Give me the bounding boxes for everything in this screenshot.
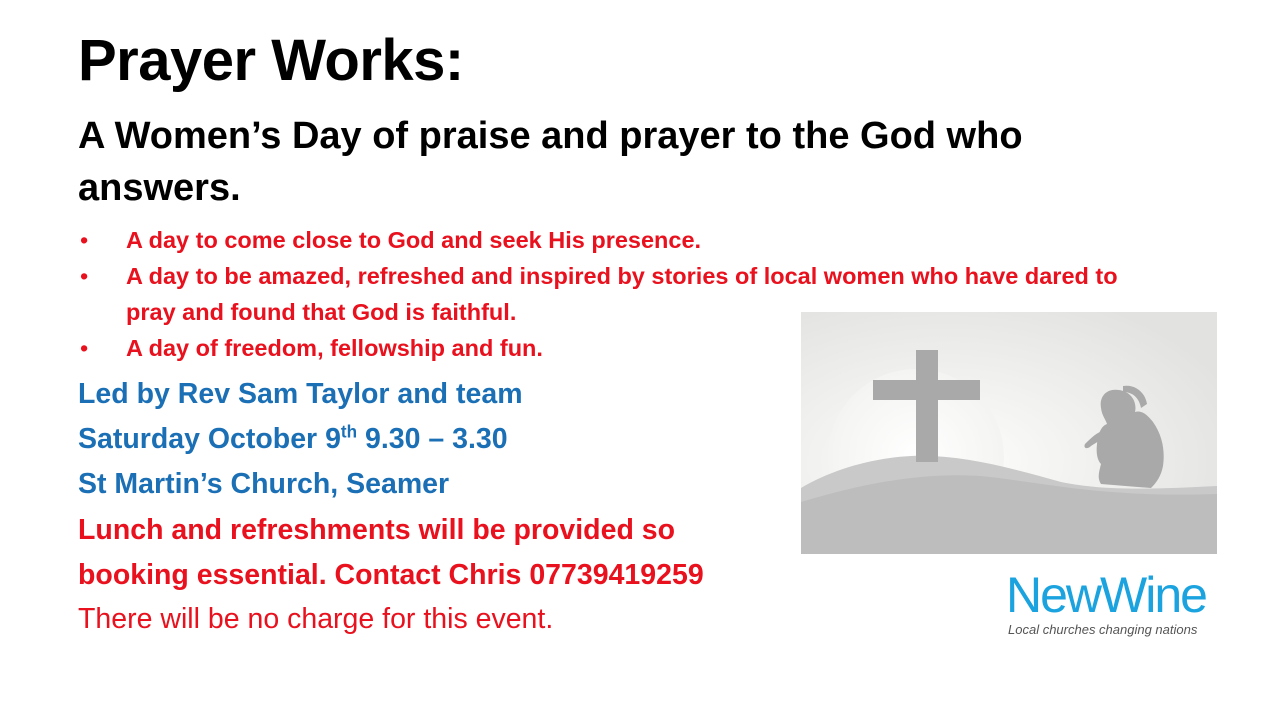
- cross-and-praying-woman-icon: [801, 312, 1217, 554]
- bullet-icon: •: [80, 335, 89, 361]
- bullet-item: [78, 222, 1138, 258]
- bullet-text: A day of freedom, fellowship and fun.: [126, 335, 543, 361]
- event-title: Prayer Works:: [78, 28, 464, 93]
- date-line: [78, 422, 508, 456]
- date-ordinal: th: [340, 422, 358, 442]
- event-subtitle: A Women’s Day of praise and prayer to the God who answers.: [78, 115, 1023, 209]
- location-line: St Martin’s Church, Seamer: [78, 468, 450, 500]
- bullet-text: A day to be amazed, refreshed and inspired by stories of local women who have dared to pray and found that God is faithful.: [126, 263, 1118, 325]
- newwine-logo: [1006, 568, 1226, 637]
- bullet-text: A day to come close to God and seek His presence.: [126, 227, 702, 253]
- bullet-icon: •: [80, 227, 89, 253]
- no-charge-line: There will be no charge for this event.: [78, 603, 554, 635]
- contact-line: booking essential. Contact Chris 07739419259: [78, 559, 704, 591]
- leader-line: Led by Rev Sam Taylor and team: [78, 378, 523, 410]
- bullet-icon: •: [80, 263, 89, 289]
- logo-wordmark: NewWine: [1006, 567, 1206, 623]
- lunch-line: Lunch and refreshments will be provided so: [78, 514, 676, 546]
- date-text: Saturday October 9: [78, 423, 341, 455]
- time-text: 9.30 – 3.30: [357, 423, 508, 455]
- logo-tagline: Local churches changing nations: [1008, 622, 1198, 637]
